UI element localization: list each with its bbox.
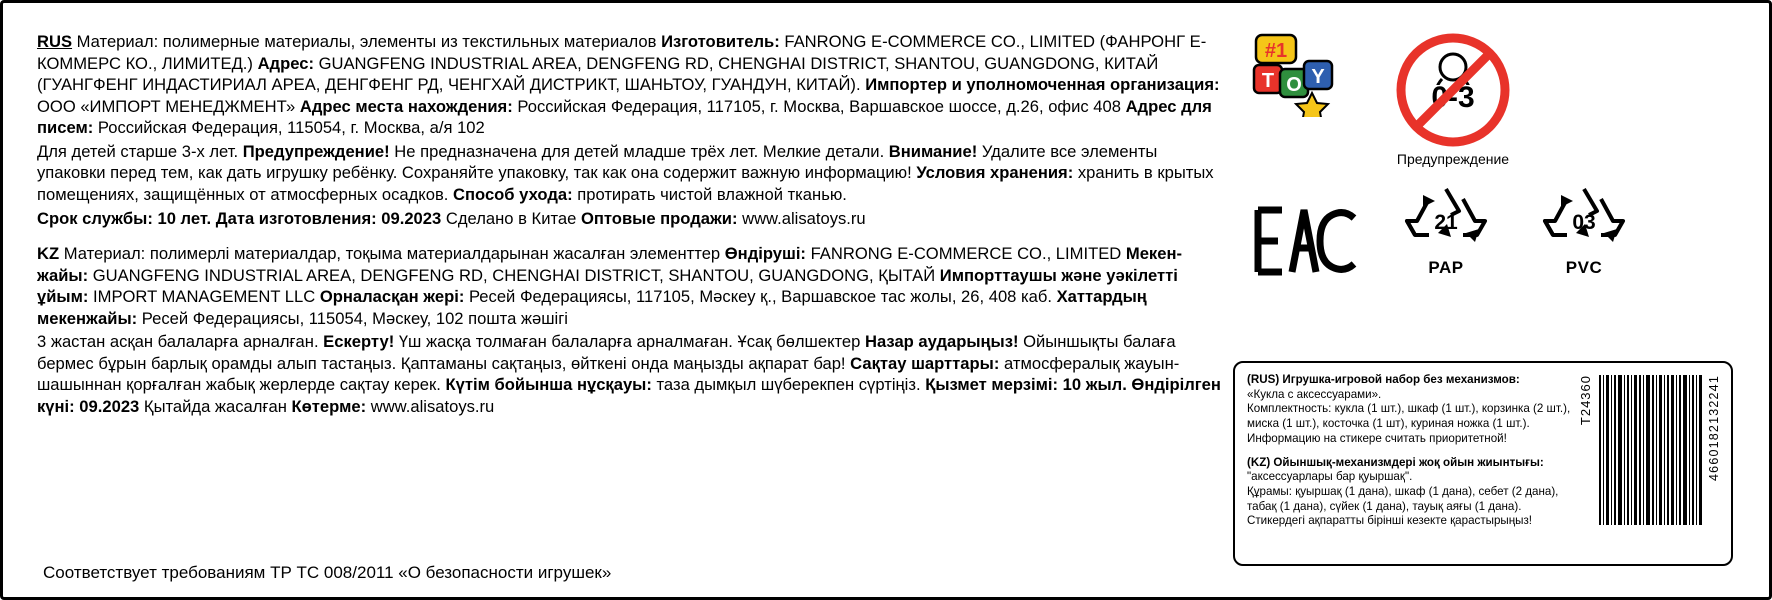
rus-address-label: Адрес: [257,53,314,73]
rus-storage-label: Условия хранения: [916,163,1074,183]
rus-made-in: Сделано в Китае [441,208,581,228]
kz-manufacturer-label: Өндіруші: [724,244,806,264]
kazakh-text-block [37,243,1222,418]
info-gap [1247,447,1577,456]
kz-age-line: 3 жастан асқан балаларға арналған. [37,332,324,352]
rus-mail-label: Адрес для писем: [37,96,1212,138]
rus-material: Материал: полимерные материалы, элементы из текстильных материалов [72,32,662,51]
kz-lang-tag: KZ [37,244,60,264]
rus-wholesale-label: Оптовые продажи: [580,208,738,228]
kz-material: Материал: полимерлі материалдар, тоқыма материалдарынан жасалған элементтер [59,244,725,264]
barcode-number: 4660182132241 [1707,375,1721,481]
eac-conformity-icon [1252,204,1360,278]
rus-lifetime-label: Срок службы: 10 лет. Дата изготовления: 09.2023 [37,208,442,228]
product-info-box [1233,361,1733,566]
info-rus-name: «Кукла с аксессуарами». [1247,387,1382,401]
kz-lifetime-label: Қызмет мерзімі: 10 жыл. Өндірілген күні: 09.2023 [37,375,1221,416]
kz-wholesale-value: www.alisatoys.ru [366,397,495,416]
kz-storage-value: атмосфералық жауын-шашыннан қорғалған жабық жерлерде сақтау керек. [37,353,1180,395]
rus-paragraph-main [37,31,1222,139]
recycling-code-pap: PAP [1428,258,1464,277]
barcode-image [1597,375,1705,525]
recycling-number-pvc: 03 [1572,211,1596,234]
info-kz-title: (KZ) Ойыншық-механизмдері жоқ ойын жиынтығы: [1247,455,1544,469]
kz-address-value: GUANGFENG INDUSTRIAL AREA, DENGFENG RD, CHENGHAI DISTRICT, SHANTOU, GUANGDONG, ҚЫТАЙ [88,265,940,285]
rus-attention-value: Удалите все элементы упаковки перед тем, как дать игрушку ребёнку. Сохраняйте упаковку, так как она содержит важную информацию! [37,141,1158,183]
kz-attention-value: Ойыншықты балаға бермес бұрын барлық орамды алып тастаңыз. Қаптаманы сақтаңыз, өйткені онда маңызды ақпарат бар! [37,332,1176,373]
kz-mail-value: Ресей Федерациясы, 115054, Мәскеу, 102 пошта жәшігі [137,308,568,328]
recycling-triangle-icon [1403,185,1489,257]
svg-text:O: O [1286,74,1302,96]
age-restriction-icon [1394,31,1512,149]
rus-importer-value: ООО «ИМПОРТ МЕНЕДЖМЕНТ» [37,96,300,116]
svg-text:#1: #1 [1264,40,1288,62]
kz-care-label: Күтім бойынша нұсқауы: [445,375,652,395]
age-restriction-mark [1378,31,1528,167]
block-separator [37,231,1222,243]
rus-location-label: Адрес места нахождения: [299,96,513,116]
recycling-triangle-icon [1541,185,1627,257]
marks-row-top [1240,31,1735,167]
recycling-code-pvc: PVC [1565,258,1603,277]
rus-care-value: протирать чистой влажной тканью. [572,184,847,204]
rus-lang-tag: RUS [37,32,73,51]
rus-care-label: Способ ухода: [453,184,573,204]
article-number: T24360 [1578,375,1593,426]
rus-paragraph-warnings [37,141,1222,206]
kz-attention-label: Назар аударыңыз! [865,332,1019,352]
kz-address-label: Мекен-жайы: [37,244,1183,285]
text-column [37,31,1222,420]
kz-paragraph-warnings [37,331,1222,417]
compliance-statement: Соответствует требованиям ТР ТС 008/2011 «О безопасности игрушек» [43,563,612,582]
age-restriction-caption: Предупреждение [1396,151,1510,167]
kz-manufacturer-value: FANRONG E-COMMERCE CO., LIMITED [805,244,1126,264]
rus-wholesale-value: www.alisatoys.ru [737,208,866,228]
rus-manufacturer-label: Изготовитель: [661,32,780,51]
recycling-mark-pvc [1532,185,1636,278]
rus-attention-label: Внимание! [888,141,978,161]
info-kz-contents: Құрамы: қуыршақ (1 дана), шкаф (1 дана), себет (2 дана), табақ (1 дана), сүйек (1 дана), тауық аяғы (1 дана). [1247,485,1559,513]
rus-mail-value: Российская Федерация, 115054, г. Москва, а/я 102 [93,118,485,138]
svg-text:Y: Y [1311,66,1325,88]
info-kz-note: Стикердегі ақпаратты бірінші кезекте қарастырыңыз! [1247,514,1533,528]
rus-paragraph-lifetime [37,208,1222,230]
russian-text-block [37,31,1222,229]
number-one-toy-logo-icon [1250,31,1338,117]
rus-location-value: Российская Федерация, 117105, г. Москва, Варшавское шоссе, д.26, офис 408 [512,96,1126,116]
kz-warning-label: Ескерту! [323,332,395,352]
marks-row-bottom [1240,185,1735,278]
kz-storage-label: Сақтау шарттары: [850,353,1000,373]
recycling-number-pap: 21 [1434,211,1458,234]
rus-address-value: GUANGFENG INDUSTRIAL AREA, DENGFENG RD, CHENGHAI DISTRICT, SHANTOU, GUANGDONG, КИТАЙ (ГУАНГФЕНГ ИНДАСТИРИАЛ АРЕА, ДЕНГФЕНГ РД, ЧЕНГХАЙ ДИСТРИКТ, ШАНЬТОУ, ГУАНДУН, КИТАЙ). [37,53,1159,95]
rus-manufacturer-value: FANRONG E-COMMERCE CO., LIMITED (ФАНРОНГ Е-КОММЕРС КО., ЛИМИТЕД.) [37,32,1207,73]
info-rus-title: (RUS) Игрушка-игровой набор без механизмов: [1247,373,1520,386]
recycling-mark-pap [1394,185,1498,278]
product-info-text [1247,373,1577,556]
kz-importer-value: IMPORT MANAGEMENT LLC [88,287,320,307]
kz-location-label: Орналасқан жері: [319,287,465,307]
kz-importer-label: Импорттаушы және уәкілетті ұйым: [37,265,1178,307]
svg-text:T: T [1261,70,1275,92]
info-kz-name: "аксессуарлары бар қуыршақ". [1247,470,1413,484]
rus-age-line: Для детей старше 3-х лет. [37,141,243,161]
rus-warning-label: Предупреждение! [242,141,390,161]
rus-storage-value: хранить в крытых помещениях, защищённых от атмосферных осадков. [37,163,1214,204]
info-rus-note: Информацию на стикере считать приоритетной! [1247,431,1507,445]
svg-text:0-3: 0-3 [1431,81,1475,114]
marks-column [1222,31,1735,278]
kz-care-value: таза дымқыл шүберекпен сүртіңіз. [651,375,926,395]
rus-importer-label: Импортер и уполномоченная организация: [865,75,1220,95]
kz-paragraph-main [37,243,1222,329]
kz-location-value: Ресей Федерациясы, 117105, Мәскеу қ., Варшавское тас жолы, 26, 408 каб. [464,287,1057,307]
barcode-area [1577,373,1721,556]
rus-warning-value: Не предназначена для детей младше трёх лет. Мелкие детали. [389,141,889,161]
kz-mail-label: Хаттардың мекенжайы: [37,287,1147,328]
kz-made-in: Қытайда жасалған [139,397,292,416]
kz-warning-value: Үш жасқа толмаған балаларға арналмаған. Ұсақ бөлшектер [394,332,865,352]
info-rus-contents: Комплектность: кукла (1 шт.), шкаф (1 шт.), корзинка (2 шт.), миска (1 шт.), косточка (1 шт), куриная ножка (1 шт.). [1247,402,1571,431]
kz-wholesale-label: Көтерме: [291,397,367,416]
